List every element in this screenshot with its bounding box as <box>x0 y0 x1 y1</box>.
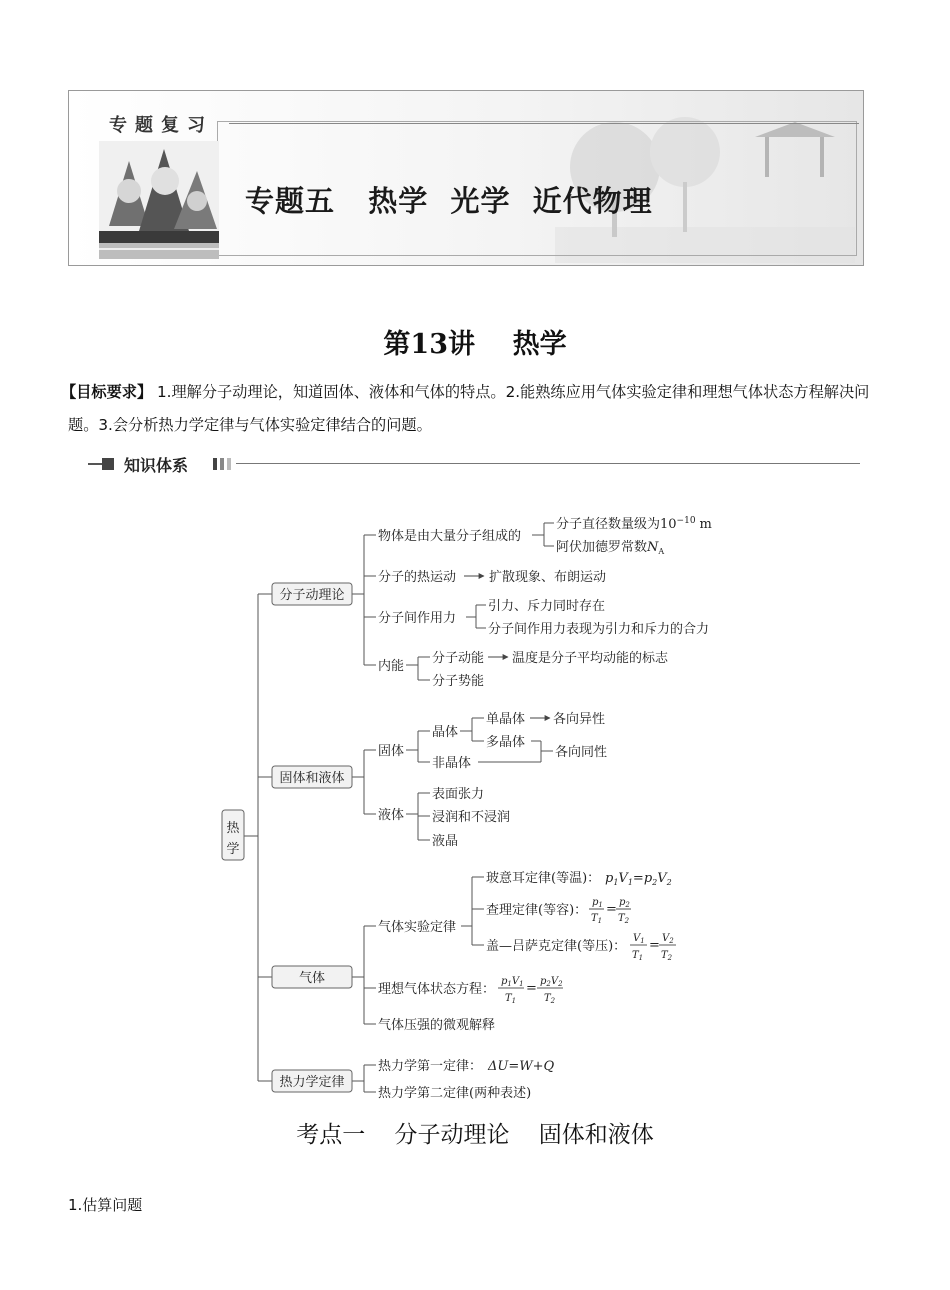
energy-text: 内能 <box>378 659 405 674</box>
ideal-gas-formula <box>498 976 563 1005</box>
liquid-text: 液体 <box>378 808 405 823</box>
node-solid-liquid: 固体和液体 <box>279 771 345 786</box>
motion-text: 分子的热运动 <box>378 570 457 585</box>
root-char-2: 学 <box>226 842 240 857</box>
svg-text:V2: $V_2$ <box>662 933 674 945</box>
single-crystal-text: 单晶体 <box>486 712 526 727</box>
charles-text: 查理定律(等容)： <box>486 903 588 918</box>
charles-formula <box>589 897 631 925</box>
section-title: 考点一 分子动理论 固体和液体 <box>296 1122 654 1148</box>
tension-text: 表面张力 <box>432 787 485 802</box>
node-gas: 气体 <box>298 971 326 986</box>
force-1-text: 引力、斥力同时存在 <box>488 599 606 614</box>
composition-text: 物体是由大量分子组成的 <box>378 529 522 544</box>
kinetic-result-text: 温度是分子平均动能的标志 <box>512 651 669 666</box>
ideal-gas-text: 理想气体状态方程： <box>378 982 496 997</box>
second-law-text: 热力学第二定律(两种表述) <box>378 1086 532 1101</box>
gay-lussac-text: 盖—吕萨克定律(等压)： <box>486 939 627 954</box>
avogadro-subscript: A <box>658 547 665 556</box>
svg-text:p1V1=p2V2: $p_1V_1=p_2V_2$ <box>605 871 672 887</box>
kinetic-text: 分子动能 <box>432 651 485 666</box>
svg-text:T2: $T_2$ <box>661 950 673 962</box>
motion-result-text: 扩散现象、布朗运动 <box>489 570 607 585</box>
node-thermo: 热力学定律 <box>279 1075 345 1090</box>
potential-text: 分子势能 <box>432 674 485 689</box>
subsection-heading: 1.估算问题 <box>68 1196 143 1214</box>
banner-title: 专题五 热学 光学 近代物理 <box>245 184 653 218</box>
crystal-text: 晶体 <box>432 725 459 740</box>
diameter-text <box>556 516 712 532</box>
svg-text:T2: $T_2$ <box>618 913 630 925</box>
avogadro-label: 阿伏加德罗常数 <box>556 540 648 555</box>
svg-text:p1: $p_1$ <box>592 897 603 909</box>
first-law-text: 热力学第一定律： <box>378 1059 483 1074</box>
avogadro-symbol: N <box>647 540 659 555</box>
root-char-1: 热 <box>226 821 240 836</box>
solid-text: 固体 <box>378 744 405 759</box>
gay-lussac-formula <box>630 933 676 962</box>
objectives-text: 1.理解分子动理论，知道固体、液体和气体的特点。2.能熟练应用气体实验定律和理想气体状态方程解决问题。3.会分析热力学定律与气体实验定律结合的问题。 <box>68 383 870 434</box>
svg-text:V1: $V_1$ <box>633 933 645 945</box>
node-molecular: 分子动理论 <box>279 588 345 603</box>
gas-pressure-text: 气体压强的微观解释 <box>378 1018 496 1033</box>
liquid-crystal-text: 液晶 <box>432 834 459 849</box>
gas-laws-text: 气体实验定律 <box>378 920 457 935</box>
banner-label: 专题复习 <box>109 115 213 136</box>
diameter-unit: m <box>699 517 712 532</box>
anisotropy-text: 各向异性 <box>553 712 606 727</box>
lecture-title: 第13讲 热学 <box>383 329 567 360</box>
svg-text:p2: $p_2$ <box>619 897 630 909</box>
svg-text:T1: $T_1$ <box>591 913 603 925</box>
svg-text:=: = <box>649 938 660 953</box>
avogadro-text <box>556 539 664 556</box>
svg-text:T1: $T_1$ <box>505 993 517 1005</box>
wetting-text: 浸润和不浸润 <box>432 810 511 825</box>
svg-text:p2V2: $p_2V_2$ <box>540 976 563 988</box>
diameter-exponent: −10 <box>676 516 696 526</box>
diameter-label: 分子直径数量级为10 <box>556 517 677 532</box>
svg-text:=: = <box>606 902 617 917</box>
svg-text:T2: $T_2$ <box>544 993 556 1005</box>
force-text: 分子间作用力 <box>378 611 457 626</box>
boyle-formula <box>605 871 672 887</box>
isotropy-text: 各向同性 <box>555 745 608 760</box>
poly-crystal-text: 多晶体 <box>486 735 526 750</box>
force-2-text: 分子间作用力表现为引力和斥力的合力 <box>488 622 710 637</box>
knowledge-system-title: 知识体系 <box>124 456 189 475</box>
amorphous-text: 非晶体 <box>432 756 472 771</box>
first-law-equation: ΔU=W+Q <box>488 1059 555 1074</box>
boyle-text: 玻意耳定律(等温)： <box>486 871 601 886</box>
svg-text:p1V1: $p_1V_1$ <box>501 976 524 988</box>
svg-text:T1: $T_1$ <box>632 950 644 962</box>
objectives-label: 【目标要求】 <box>61 383 153 401</box>
svg-text:=: = <box>526 981 537 996</box>
